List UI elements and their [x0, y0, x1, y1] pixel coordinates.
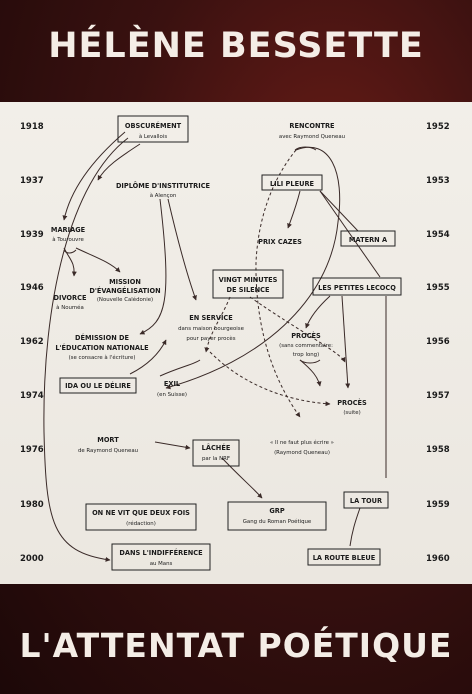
node-proces2-sub: (suite) — [343, 410, 361, 416]
year-right: 1952 — [426, 122, 450, 132]
cover-title: HÉLÈNE BESSETTE — [48, 26, 424, 66]
node-vingt-l1: VINGT MINUTES — [218, 276, 278, 284]
node-quote-title: « Il ne faut plus écrire » — [270, 440, 334, 446]
node-mission-sub: (Nouvelle Calédonie) — [96, 297, 154, 303]
year-left: 1946 — [20, 283, 44, 293]
node-service-l1: EN SERVICE — [189, 314, 233, 322]
node-demission-l2: L'ÉDUCATION NATIONALE — [55, 344, 149, 352]
node-rencontre-title: RENCONTRE — [289, 122, 335, 130]
node-demission-l1: DÉMISSION DE — [74, 334, 130, 342]
node-demission-sub: (se consacre à l'écriture) — [68, 355, 136, 361]
year-right: 1955 — [426, 283, 450, 293]
node-obscurement-title: OBSCURÉMENT — [124, 122, 182, 130]
node-onnevit-title: ON NE VIT QUE DEUX FOIS — [92, 509, 190, 517]
timeline-diagram — [0, 102, 472, 584]
node-service-l2: dans maison bourgeoise — [178, 326, 244, 332]
node-obscurement-sub: à Levallois — [138, 134, 168, 140]
node-mission-l2: D'ÉVANGÉLISATION — [89, 287, 161, 295]
node-divorce-title: DIVORCE — [53, 294, 87, 302]
node-lachee-title: LÂCHÉE — [201, 444, 231, 452]
node-mission-l1: MISSION — [109, 278, 141, 286]
node-ida-title: IDA OU LE DÉLIRE — [65, 382, 131, 390]
node-exil-title: EXIL — [163, 380, 181, 388]
year-left: 1980 — [20, 500, 44, 510]
node-proces1-l2: (sans commentaire: — [279, 343, 333, 349]
year-right: 1953 — [426, 176, 450, 186]
node-latour-title: LA TOUR — [349, 497, 383, 505]
year-left: 1974 — [20, 391, 44, 401]
node-diplome-title: DIPLÔME D'INSTITUTRICE — [115, 182, 211, 190]
year-right: 1959 — [426, 500, 450, 510]
node-service-l3: pour payer procès — [186, 336, 236, 342]
node-lili-title: LILI PLEURE — [269, 180, 315, 188]
node-mariage-sub: à Tourouvre — [52, 237, 84, 243]
year-right: 1957 — [426, 391, 450, 401]
year-left: 1918 — [20, 122, 44, 132]
node-lachee-sub: par la NRF — [201, 456, 231, 462]
node-diplome-sub: à Alençon — [149, 193, 177, 199]
node-onnevit-sub: (rédaction) — [126, 521, 156, 527]
year-right: 1960 — [426, 554, 450, 564]
node-proces1-l3: trop long) — [292, 352, 320, 358]
node-divorce-sub: à Nouméa — [56, 305, 84, 311]
year-left: 1976 — [20, 445, 44, 455]
year-left: 1939 — [20, 230, 44, 240]
node-prix-title: PRIX CAZES — [258, 238, 302, 246]
diagram-paper — [0, 102, 472, 584]
cover-subtitle: L'ATTENTAT POÉTIQUE — [19, 626, 453, 665]
year-right: 1956 — [426, 337, 450, 347]
node-grp-title: GRP — [269, 507, 285, 515]
years-left — [20, 122, 44, 564]
year-left: 1962 — [20, 337, 44, 347]
node-route-title: LA ROUTE BLEUE — [312, 554, 376, 562]
year-left: 1937 — [20, 176, 44, 186]
node-quote-sub: (Raymond Queneau) — [274, 450, 330, 456]
node-materna-title: MATERN A — [348, 236, 388, 244]
node-mort-sub: de Raymond Queneau — [77, 448, 139, 454]
year-right: 1958 — [426, 445, 450, 455]
year-left: 2000 — [20, 554, 44, 564]
node-proces2-title: PROCÈS — [337, 399, 367, 407]
node-proces1-title: PROCÈS — [291, 332, 321, 340]
node-grp-sub: Gang du Roman Poétique — [242, 519, 312, 525]
node-lecocq-title: LES PETITES LECOCQ — [318, 284, 396, 292]
year-right: 1954 — [426, 230, 450, 240]
node-indifference-sub: au Mans — [149, 561, 173, 567]
node-exil-sub: (en Suisse) — [157, 392, 187, 398]
node-rencontre-sub: avec Raymond Queneau — [278, 134, 346, 140]
node-indifference-title: DANS L'INDIFFÉRENCE — [119, 549, 203, 557]
node-mort-title: MORT — [97, 436, 119, 444]
years-right — [426, 122, 450, 564]
node-mariage-title: MARIAGE — [50, 226, 86, 234]
node-vingt-l2: DE SILENCE — [226, 286, 270, 294]
